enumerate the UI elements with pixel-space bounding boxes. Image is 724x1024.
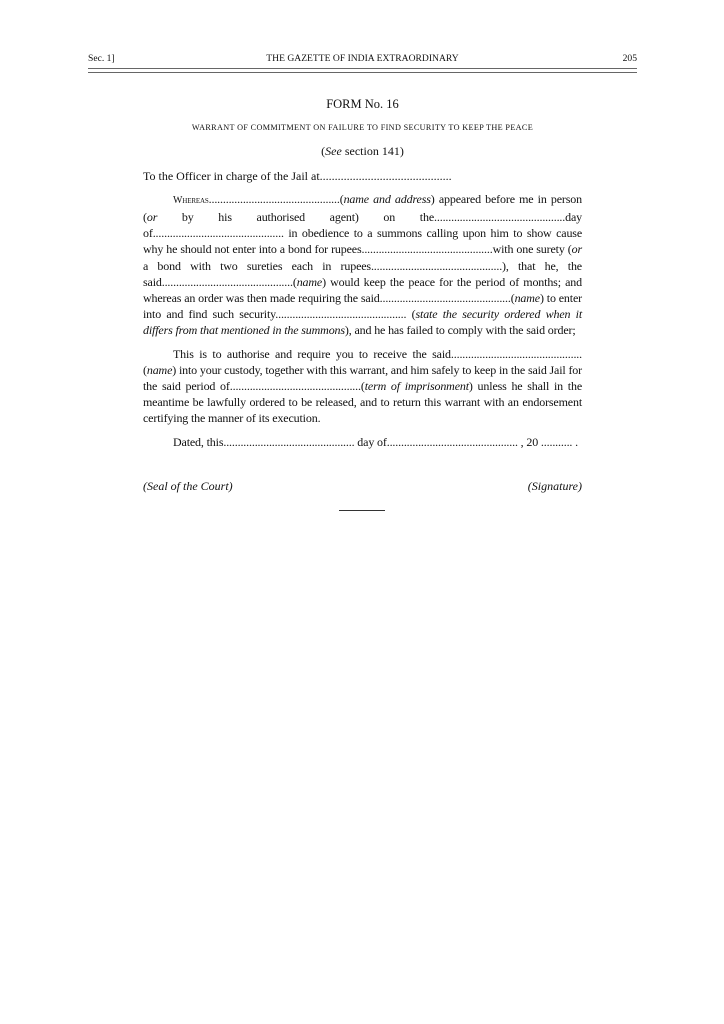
whereas-word: Whereas <box>173 194 209 206</box>
form-body <box>143 96 582 494</box>
section-see: See <box>325 144 342 159</box>
page-header <box>88 52 637 66</box>
section-reference: (See section 141) <box>321 144 404 159</box>
form-number: FORM No. 16 <box>326 97 399 111</box>
gazette-title: THE GAZETTE OF INDIA EXTRAORDINARY <box>266 53 459 64</box>
dated-line: Dated, this.............................................. day of.............................................. , 20 ........... . <box>173 434 578 449</box>
addressee-line: To the Officer in charge of the Jail at............................................ <box>143 168 452 183</box>
signature-row <box>143 478 582 494</box>
signature-label: (Signature) <box>527 478 582 493</box>
end-rule <box>339 510 385 511</box>
header-double-rule <box>88 68 637 73</box>
form-title: WARRANT OF COMMITMENT ON FAILURE TO FIND SECURITY TO KEEP THE PEACE <box>191 123 534 133</box>
section-number: section 141) <box>341 144 404 159</box>
whereas-paragraph: Whereas..............................................(name and address) appeared before me in person (or by his authorised agent) on the..............................................day of.............................................. in obedience to a summons calling upon him to show cause why he should not enter into a bond for rupees..............................................with one surety (or a bond with two sureties each in rupees..............................................), that he, the said..............................................(name) would keep the peace for the period of months; and whereas an order was then made requiring the said..............................................(name) to enter into and find such security.............................................. (state the security ordered when it differs from that mentioned in the summons), and he has failed to comply with the said order; <box>143 191 582 338</box>
page-number: 205 <box>622 53 637 64</box>
seal-of-court: (Seal of the Court) <box>143 478 233 493</box>
section-label: Sec. 1] <box>88 53 115 64</box>
authorisation-paragraph: This is to authorise and require you to receive the said..............................................(name) into your custody, together with this warrant, and him safely to keep in the said Jail for the said period of..............................................(term of imprisonment) unless he shall in the meantime be lawfully ordered to be released, and to return this warrant with an endorsement certifying the manner of its execution. <box>143 346 582 426</box>
